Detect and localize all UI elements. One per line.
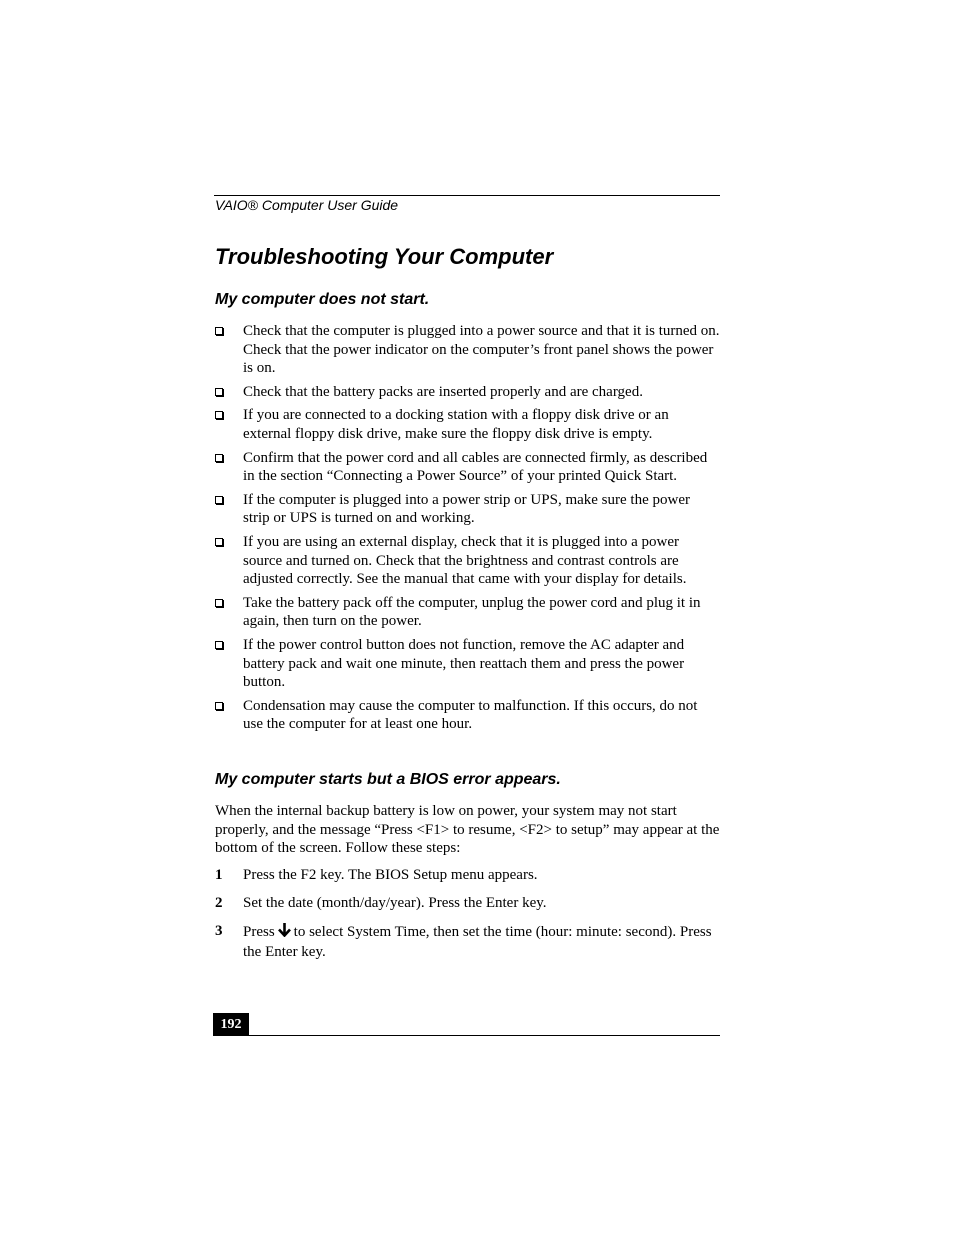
step-item — [215, 866, 720, 885]
list-item: If you are connected to a docking station with a floppy disk drive or an external floppy disk drive, make sure the floppy disk drive is empty. — [215, 406, 720, 443]
header-rule — [214, 195, 720, 196]
list-item: Take the battery pack off the computer, unplug the power cord and plug it in again, then turn on the power. — [215, 594, 720, 631]
down-arrow-icon — [278, 922, 291, 943]
steps-list — [215, 866, 720, 971]
step-text: Set the date (month/day/year). Press the Enter key. — [243, 894, 547, 911]
step-item — [215, 922, 720, 961]
checkbox-bullet-icon — [215, 496, 223, 504]
list-item: If the power control button does not function, remove the AC adapter and battery pack and wait one minute, then reattach them and press the power button. — [215, 636, 720, 692]
list-item: If you are using an external display, check that it is plugged into a power source and turned on. Check that the brightness and contrast controls are adjusted correctly. See the manual that came with your display for details. — [215, 533, 720, 589]
checkbox-bullet-icon — [215, 538, 223, 546]
step-number: 2 — [215, 894, 223, 911]
checkbox-bullet-icon — [215, 388, 223, 396]
checkbox-bullet-icon — [215, 599, 223, 607]
footer-rule — [214, 1035, 720, 1036]
running-header: VAIO® Computer User Guide — [215, 197, 399, 213]
checkbox-bullet-icon — [215, 702, 223, 710]
step-text-prefix: Press — [243, 923, 275, 940]
step-text: Press the F2 key. The BIOS Setup menu appears. — [243, 867, 538, 883]
checkbox-bullet-icon — [215, 327, 223, 335]
page-number: 192 — [213, 1013, 249, 1036]
step-text: to select System Time, then set the time (hour: minute: second). Press the Enter key. — [243, 923, 712, 960]
list-item: If the computer is plugged into a power strip or UPS, make sure the power strip or UPS is turned on and working. — [215, 491, 720, 528]
list-item: Confirm that the power cord and all cables are connected firmly, as described in the section “Connecting a Power Source” of your printed Quick Start. — [215, 449, 720, 486]
step-number: 3 — [215, 922, 223, 939]
checklist — [215, 322, 720, 739]
step-number: 1 — [215, 867, 223, 883]
checkbox-bullet-icon — [215, 411, 223, 419]
list-item: Check that the battery packs are inserted properly and are charged. — [215, 383, 720, 402]
intro-paragraph: When the internal backup battery is low on power, your system may not start properly, and the message “Press <F1> to resume, <F2> to setup” may appear at the bottom of the screen. Follow these steps: — [215, 803, 720, 857]
section-heading-bios-error: My computer starts but a BIOS error appears. — [215, 771, 561, 788]
checkbox-bullet-icon — [215, 641, 223, 649]
checkbox-bullet-icon — [215, 454, 223, 462]
step-item — [215, 894, 720, 913]
section-heading-not-start: My computer does not start. — [215, 291, 430, 308]
list-item: Condensation may cause the computer to malfunction. If this occurs, do not use the computer for at least one hour. — [215, 697, 720, 734]
page-title: Troubleshooting Your Computer — [215, 244, 554, 269]
list-item: Check that the computer is plugged into a power source and that it is turned on. Check that the power indicator on the computer’s front panel shows the power is on. — [215, 322, 720, 378]
